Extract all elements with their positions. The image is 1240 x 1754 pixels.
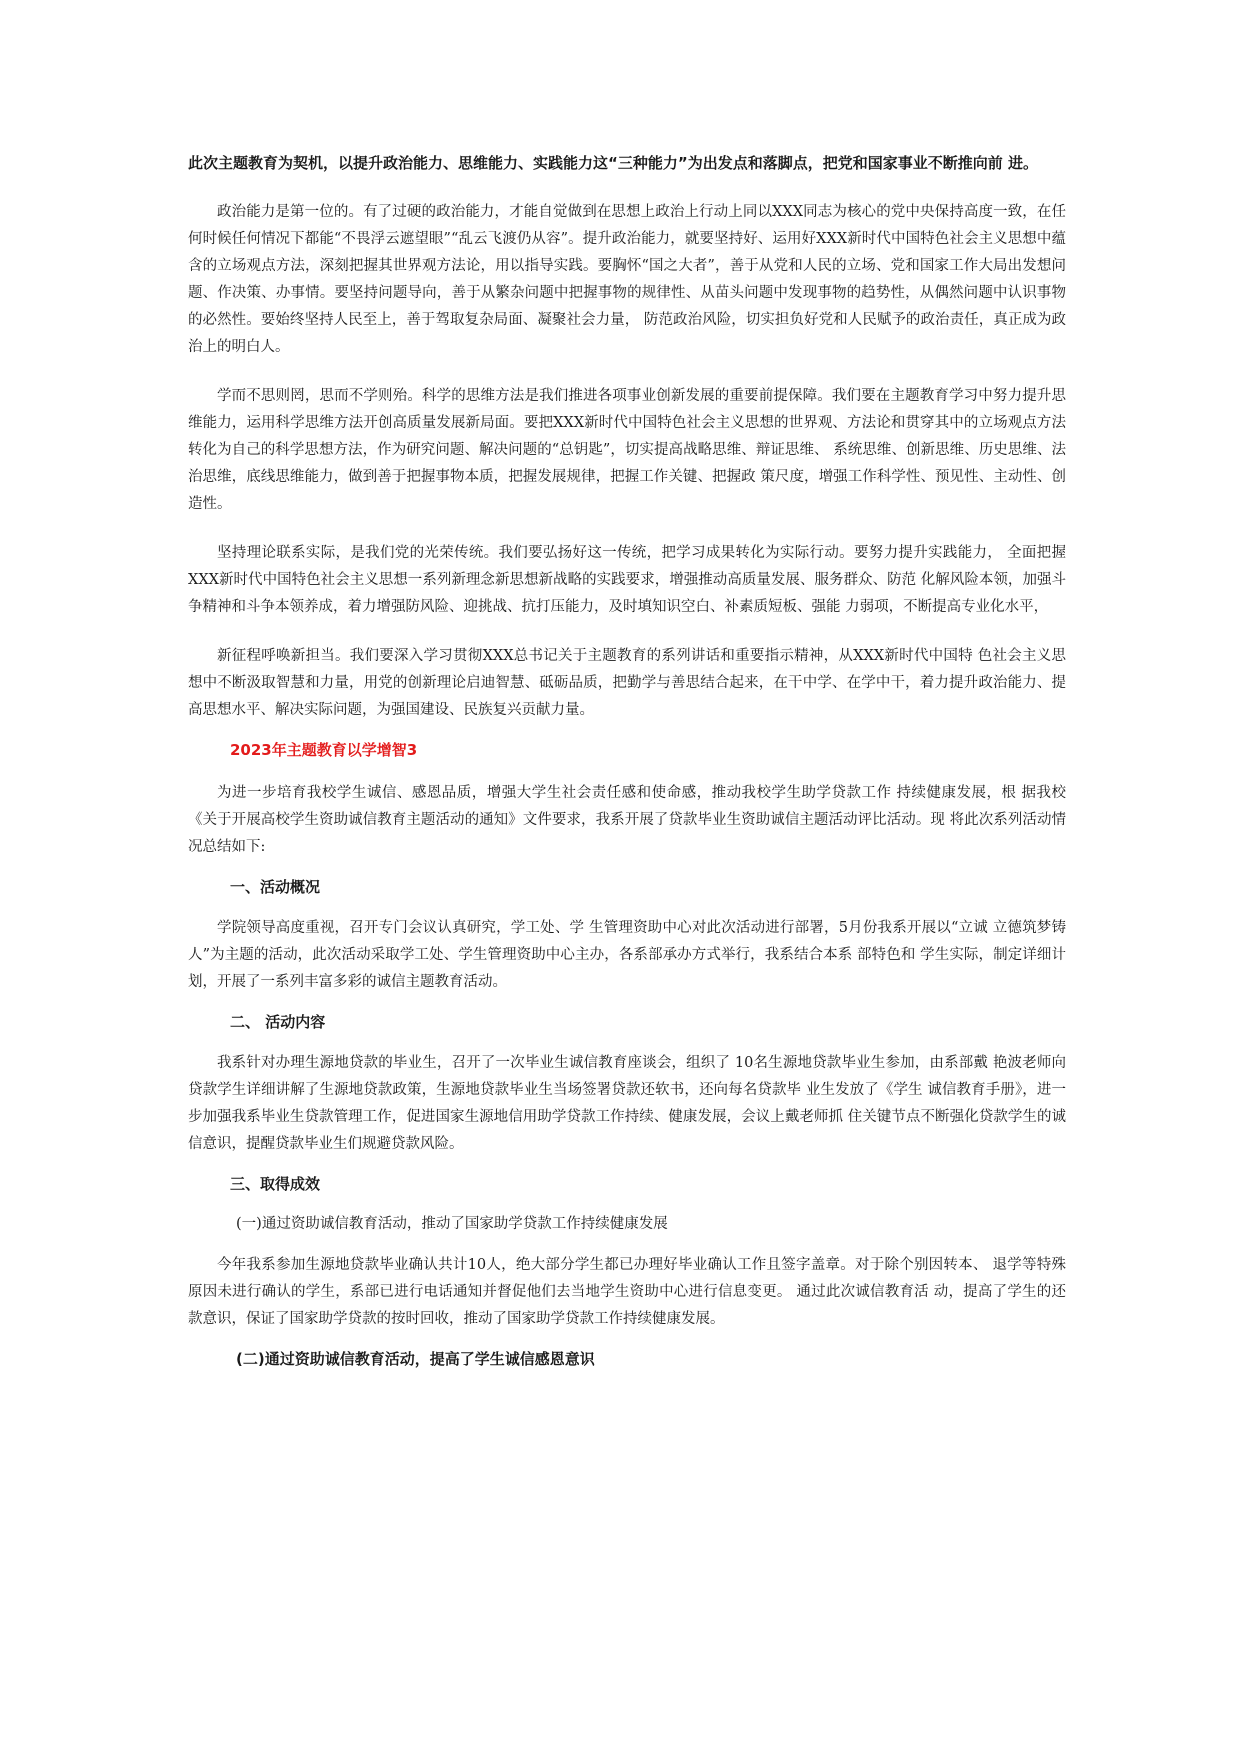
- subheading-results-2: (二)通过资助诚信教育活动，提高了学生诚信感恩意识: [236, 1350, 595, 1368]
- section-content-text: 我系针对办理生源地贷款的毕业生，召开了一次毕业生诚信教育座谈会，组织了 10名生源地贷款毕业生参加，由系部戴 艳波老师向贷款学生详细讲解了生源地贷款政策，生源地贷款毕业生当场签署贷款还软书，还向每名贷款毕 业生发放了《学生 诚信教育手册》，进一步加强我系毕业生贷款管理工作，促进国家生源地信用助学贷款工作持续、健康发展，会议上戴老师抓 住关键节点不断强化贷款学生的诚信意识，提醒贷款毕业生们规避贷款风险。: [188, 1055, 1066, 1152]
- article-title: 2023年主题教育以学增智3: [230, 741, 418, 759]
- paragraph-thinking-ability: 学而不思则罔，思而不学则殆。科学的思维方法是我们推进各项事业创新发展的重要前提保障。我们要在主题教育学习中努力提升思维能力，运用科学思维方法开创高质量发展新局面。要把XXX新时代中国特色社会主义思想的世界观、方法论和贯穿其中的立场观点方法转化为自己的科学思想方法，作为研究问题、解决问题的“总钥匙”，切实提高战略思维、辩证思维、 系统思维、创新思维、历史思维、法治思维，底线思维能力，做到善于把握事物本质，把握发展规律，把握工作关键、把握政 策尺度，增强工作科学性、预见性、主动性、创造性。: [188, 388, 1066, 512]
- paragraph-practice-ability: 坚持理论联系实际，是我们党的光荣传统。我们要弘扬好这一传统，把学习成果转化为实际行动。要努力提升实践能力， 全面把握XXX新时代中国特色社会主义思想一系列新理念新思想新战略的实践要求，增强推动高质量发展、服务群众、防范 化解风险本领，加强斗争精神和斗争本领养成，着力增强防风险、迎挑战、抗打压能力，及时填知识空白、补素质短板、强能 力弱项，不断提高专业化水平，: [188, 545, 1066, 615]
- document-body: [188, 150, 1066, 1387]
- section-overview-text: 学院领导高度重视，召开专门会议认真研究，学工处、学 生管理资助中心对此次活动进行部署，5月份我系开展以“立诚 立德筑梦铸人”为主题的活动，此次活动采取学工处、学生管理资助中心主办，各系部承办方式举行，我系结合本系 部特色和 学生实际，制定详细计划，开展了一系列丰富多彩的诚信主题教育活动。: [188, 920, 1066, 990]
- section-heading-results: 三、取得成效: [230, 1175, 321, 1193]
- section-heading-content: 二、 活动内容: [230, 1013, 326, 1031]
- section-results-text: 今年我系参加生源地贷款毕业确认共计10人，绝大部分学生都已办理好毕业确认工作且签字盖章。对于除个别因转本、 退学等特殊原因未进行确认的学生，系部已进行电话通知并督促他们去当地学生资助中心进行信息变更。 通过此次诚信教育活 动，提高了学生的还款意识，保证了国家助学贷款的按时回收，推动了国家助学贷款工作持续健康发展。: [188, 1257, 1066, 1327]
- subheading-results-1: (一)通过资助诚信教育活动，推动了国家助学贷款工作持续健康发展: [236, 1216, 668, 1232]
- paragraph-political-ability: 政治能力是第一位的。有了过硬的政治能力，才能自觉做到在思想上政治上行动上同以XXX同志为核心的党中央保持高度一致，在任何时候任何情况下都能“不畏浮云遮望眼”“乱云飞渡仍从容”。提升政治能力，就要坚持好、运用好XXX新时代中国特色社会主义思想中蕴含的立场观点方法，深刻把握其世界观方法论，用以指导实践。要胸怀“国之大者”，善于从党和人民的立场、党和国家工作大局出发想问题、作决策、办事情。要坚持问题导向，善于从繁杂问题中把握事物的规律性、从苗头问题中发现事物的趋势性，从偶然问题中认识事物的必然性。要始终坚持人民至上，善于驾取复杂局面、凝聚社会力量， 防范政治风险，切实担负好党和人民赋予的政治责任，真正成为政治上的明白人。: [188, 204, 1066, 355]
- intro-paragraph: 为进一步培育我校学生诚信、感恩品质，增强大学生社会责任感和使命感，推动我校学生助学贷款工作 持续健康发展，根 据我校《关于开展高校学生资助诚信教育主题活动的通知》文件要求，我系开展了贷款毕业生资助诚信主题活动评比活动。现 将此次系列活动情况总结如下:: [188, 785, 1066, 855]
- lead-paragraph: 此次主题教育为契机，以提升政治能力、思维能力、实践能力这“三种能力”为出发点和落脚点，把党和国家事业不断推向前 进。: [188, 154, 1038, 172]
- section-heading-overview: 一、活动概况: [230, 878, 321, 896]
- paragraph-new-journey: 新征程呼唤新担当。我们要深入学习贯彻XXX总书记关于主题教育的系列讲话和重要指示精神，从XXX新时代中国特 色社会主义思想中不断汲取智慧和力量，用党的创新理论启迪智慧、砥砺品质，把勤学与善思结合起来，在干中学、在学中干，着力提升政治能力、提高思想水平、解决实际问题，为强国建设、民族复兴贡献力量。: [188, 648, 1066, 718]
